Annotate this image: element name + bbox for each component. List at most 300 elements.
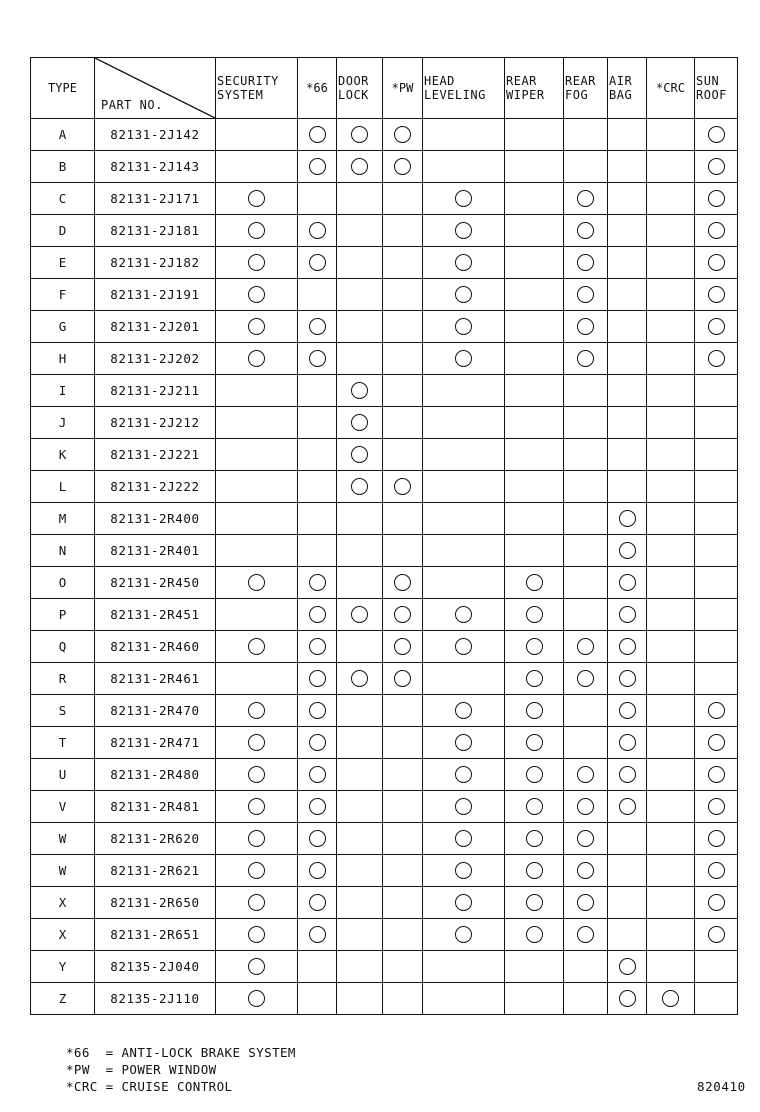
feature-cell-fog [564, 759, 608, 791]
feature-cell-security [216, 439, 298, 471]
feature-cell-crc [647, 183, 695, 215]
feature-cell-roof [695, 471, 738, 503]
feature-cell-head [423, 151, 505, 183]
part-number-cell: 82131-2J221 [95, 439, 216, 471]
feature-cell-airbag [608, 727, 647, 759]
feature-cell-fog [564, 631, 608, 663]
feature-cell-fog [564, 439, 608, 471]
header-part-no-label: PART NO. [101, 98, 163, 112]
feature-cell-airbag [608, 791, 647, 823]
header-line: FOG [565, 88, 589, 102]
feature-cell-door [337, 215, 383, 247]
header-power-window [383, 58, 423, 119]
feature-cell-abs [298, 279, 337, 311]
type-cell: Q [31, 631, 95, 663]
applicable-circle-icon [708, 702, 725, 719]
feature-cell-abs [298, 951, 337, 983]
feature-cell-wiper [505, 599, 564, 631]
applicable-circle-icon [248, 318, 265, 335]
feature-cell-crc [647, 247, 695, 279]
feature-cell-security [216, 631, 298, 663]
feature-cell-airbag [608, 375, 647, 407]
applicable-circle-icon [309, 126, 326, 143]
feature-cell-door [337, 791, 383, 823]
applicable-circle-icon [455, 190, 472, 207]
feature-cell-security [216, 151, 298, 183]
feature-cell-roof [695, 599, 738, 631]
part-number-cell: 82131-2R620 [95, 823, 216, 855]
table-row [31, 631, 738, 663]
feature-cell-wiper [505, 631, 564, 663]
table-row [31, 567, 738, 599]
feature-cell-door [337, 631, 383, 663]
feature-cell-fog [564, 535, 608, 567]
feature-cell-head [423, 247, 505, 279]
feature-cell-pw [383, 183, 423, 215]
feature-cell-crc [647, 535, 695, 567]
part-number-cell: 82131-2R400 [95, 503, 216, 535]
feature-cell-fog [564, 407, 608, 439]
feature-cell-wiper [505, 279, 564, 311]
applicable-circle-icon [394, 606, 411, 623]
feature-cell-pw [383, 759, 423, 791]
table-row [31, 535, 738, 567]
feature-cell-fog [564, 599, 608, 631]
header-line: SYSTEM [217, 88, 264, 102]
feature-cell-fog [564, 919, 608, 951]
type-cell: J [31, 407, 95, 439]
applicable-circle-icon [577, 222, 594, 239]
applicable-circle-icon [309, 318, 326, 335]
feature-cell-airbag [608, 343, 647, 375]
footnote-cruise-control: *CRC = CRUISE CONTROL [66, 1079, 233, 1094]
parts-table [30, 57, 738, 1015]
applicable-circle-icon [455, 254, 472, 271]
feature-cell-roof [695, 631, 738, 663]
feature-cell-wiper [505, 727, 564, 759]
header-part-no [95, 58, 216, 119]
feature-cell-pw [383, 343, 423, 375]
feature-cell-wiper [505, 407, 564, 439]
applicable-circle-icon [248, 766, 265, 783]
part-number-cell: 82131-2R651 [95, 919, 216, 951]
feature-cell-door [337, 887, 383, 919]
feature-cell-fog [564, 855, 608, 887]
applicable-circle-icon [309, 254, 326, 271]
feature-cell-pw [383, 215, 423, 247]
feature-cell-pw [383, 119, 423, 151]
applicable-circle-icon [708, 126, 725, 143]
feature-cell-roof [695, 695, 738, 727]
applicable-circle-icon [708, 894, 725, 911]
feature-cell-abs [298, 343, 337, 375]
applicable-circle-icon [309, 734, 326, 751]
feature-cell-wiper [505, 855, 564, 887]
type-cell: Z [31, 983, 95, 1015]
applicable-circle-icon [309, 158, 326, 175]
feature-cell-crc [647, 215, 695, 247]
feature-cell-door [337, 663, 383, 695]
applicable-circle-icon [577, 798, 594, 815]
feature-cell-security [216, 183, 298, 215]
applicable-circle-icon [455, 318, 472, 335]
feature-cell-roof [695, 215, 738, 247]
feature-cell-fog [564, 471, 608, 503]
type-cell: B [31, 151, 95, 183]
type-cell: X [31, 919, 95, 951]
feature-cell-door [337, 247, 383, 279]
feature-cell-fog [564, 567, 608, 599]
header-abs [298, 58, 337, 119]
applicable-circle-icon [455, 798, 472, 815]
feature-cell-roof [695, 375, 738, 407]
type-cell: C [31, 183, 95, 215]
feature-cell-head [423, 311, 505, 343]
feature-cell-wiper [505, 503, 564, 535]
feature-cell-head [423, 535, 505, 567]
applicable-circle-icon [394, 670, 411, 687]
feature-cell-security [216, 119, 298, 151]
applicable-circle-icon [619, 638, 636, 655]
applicable-circle-icon [455, 734, 472, 751]
applicable-circle-icon [309, 926, 326, 943]
header-line: AIR [609, 74, 633, 88]
header-rear-wiper [505, 58, 564, 119]
header-type-label: TYPE [48, 81, 77, 95]
applicable-circle-icon [619, 702, 636, 719]
feature-cell-abs [298, 759, 337, 791]
feature-cell-roof [695, 951, 738, 983]
type-cell: P [31, 599, 95, 631]
feature-cell-airbag [608, 663, 647, 695]
feature-cell-abs [298, 855, 337, 887]
feature-cell-abs [298, 599, 337, 631]
applicable-circle-icon [309, 638, 326, 655]
header-rear-fog [564, 58, 608, 119]
type-cell: K [31, 439, 95, 471]
applicable-circle-icon [455, 926, 472, 943]
feature-cell-crc [647, 151, 695, 183]
applicable-circle-icon [248, 574, 265, 591]
feature-cell-head [423, 375, 505, 407]
type-cell: F [31, 279, 95, 311]
applicable-circle-icon [708, 286, 725, 303]
applicable-circle-icon [526, 862, 543, 879]
type-cell: M [31, 503, 95, 535]
feature-cell-security [216, 983, 298, 1015]
feature-cell-security [216, 855, 298, 887]
feature-cell-door [337, 535, 383, 567]
applicable-circle-icon [248, 926, 265, 943]
applicable-circle-icon [577, 190, 594, 207]
header-line: *PW [391, 81, 414, 95]
applicable-circle-icon [662, 990, 679, 1007]
type-cell: Y [31, 951, 95, 983]
applicable-circle-icon [577, 830, 594, 847]
feature-cell-wiper [505, 535, 564, 567]
feature-cell-door [337, 375, 383, 407]
feature-cell-crc [647, 311, 695, 343]
feature-cell-airbag [608, 951, 647, 983]
applicable-circle-icon [309, 862, 326, 879]
applicable-circle-icon [248, 350, 265, 367]
feature-cell-fog [564, 791, 608, 823]
table-row [31, 727, 738, 759]
part-number-cell: 82135-2J110 [95, 983, 216, 1015]
feature-cell-pw [383, 823, 423, 855]
applicable-circle-icon [309, 606, 326, 623]
applicable-circle-icon [351, 478, 368, 495]
feature-cell-door [337, 119, 383, 151]
feature-cell-airbag [608, 855, 647, 887]
feature-cell-security [216, 727, 298, 759]
feature-cell-door [337, 855, 383, 887]
feature-cell-wiper [505, 247, 564, 279]
feature-cell-roof [695, 183, 738, 215]
feature-cell-fog [564, 983, 608, 1015]
feature-cell-airbag [608, 215, 647, 247]
feature-cell-head [423, 279, 505, 311]
feature-cell-abs [298, 919, 337, 951]
feature-cell-roof [695, 983, 738, 1015]
feature-cell-crc [647, 855, 695, 887]
feature-cell-fog [564, 663, 608, 695]
applicable-circle-icon [708, 350, 725, 367]
header-head-leveling [423, 58, 505, 119]
feature-cell-roof [695, 407, 738, 439]
applicable-circle-icon [248, 958, 265, 975]
feature-cell-roof [695, 279, 738, 311]
feature-cell-wiper [505, 183, 564, 215]
header-sun-roof [695, 58, 738, 119]
feature-cell-security [216, 503, 298, 535]
feature-cell-pw [383, 951, 423, 983]
feature-cell-crc [647, 119, 695, 151]
part-number-cell: 82131-2J143 [95, 151, 216, 183]
feature-cell-head [423, 695, 505, 727]
applicable-circle-icon [708, 926, 725, 943]
table-row [31, 663, 738, 695]
feature-cell-security [216, 535, 298, 567]
applicable-circle-icon [394, 158, 411, 175]
feature-cell-door [337, 311, 383, 343]
part-number-cell: 82131-2J142 [95, 119, 216, 151]
feature-cell-wiper [505, 695, 564, 727]
applicable-circle-icon [351, 126, 368, 143]
feature-cell-airbag [608, 311, 647, 343]
feature-cell-abs [298, 503, 337, 535]
feature-cell-head [423, 887, 505, 919]
feature-cell-airbag [608, 983, 647, 1015]
applicable-circle-icon [351, 446, 368, 463]
part-number-cell: 82131-2R461 [95, 663, 216, 695]
feature-cell-wiper [505, 311, 564, 343]
feature-cell-roof [695, 119, 738, 151]
feature-cell-head [423, 983, 505, 1015]
table-row [31, 439, 738, 471]
feature-cell-roof [695, 663, 738, 695]
feature-cell-roof [695, 919, 738, 951]
applicable-circle-icon [309, 766, 326, 783]
table-row [31, 343, 738, 375]
feature-cell-abs [298, 727, 337, 759]
feature-cell-pw [383, 503, 423, 535]
feature-cell-pw [383, 663, 423, 695]
feature-cell-pw [383, 855, 423, 887]
feature-cell-fog [564, 215, 608, 247]
feature-cell-airbag [608, 183, 647, 215]
feature-cell-crc [647, 887, 695, 919]
feature-cell-crc [647, 791, 695, 823]
feature-cell-fog [564, 503, 608, 535]
part-number-cell: 82131-2J201 [95, 311, 216, 343]
feature-cell-pw [383, 311, 423, 343]
feature-cell-head [423, 919, 505, 951]
feature-cell-abs [298, 311, 337, 343]
feature-cell-pw [383, 279, 423, 311]
applicable-circle-icon [351, 670, 368, 687]
part-number-cell: 82131-2R650 [95, 887, 216, 919]
feature-cell-head [423, 855, 505, 887]
type-cell: O [31, 567, 95, 599]
part-number-cell: 82131-2R450 [95, 567, 216, 599]
feature-cell-abs [298, 375, 337, 407]
feature-cell-crc [647, 727, 695, 759]
part-number-cell: 82131-2R401 [95, 535, 216, 567]
table-row [31, 855, 738, 887]
applicable-circle-icon [455, 638, 472, 655]
feature-cell-crc [647, 279, 695, 311]
applicable-circle-icon [394, 126, 411, 143]
applicable-circle-icon [708, 862, 725, 879]
feature-cell-airbag [608, 119, 647, 151]
feature-cell-wiper [505, 343, 564, 375]
header-line: HEAD [424, 74, 455, 88]
feature-cell-crc [647, 599, 695, 631]
feature-cell-airbag [608, 599, 647, 631]
type-cell: X [31, 887, 95, 919]
feature-cell-crc [647, 919, 695, 951]
feature-cell-pw [383, 151, 423, 183]
feature-cell-pw [383, 919, 423, 951]
applicable-circle-icon [619, 606, 636, 623]
feature-cell-head [423, 567, 505, 599]
applicable-circle-icon [577, 318, 594, 335]
feature-cell-fog [564, 311, 608, 343]
feature-cell-security [216, 567, 298, 599]
applicable-circle-icon [526, 574, 543, 591]
feature-cell-airbag [608, 535, 647, 567]
feature-cell-roof [695, 343, 738, 375]
feature-cell-door [337, 567, 383, 599]
feature-cell-door [337, 183, 383, 215]
table-row [31, 887, 738, 919]
table-row [31, 695, 738, 727]
feature-cell-abs [298, 823, 337, 855]
feature-cell-pw [383, 439, 423, 471]
table-row [31, 759, 738, 791]
feature-cell-fog [564, 951, 608, 983]
applicable-circle-icon [455, 894, 472, 911]
applicable-circle-icon [351, 158, 368, 175]
feature-cell-door [337, 439, 383, 471]
applicable-circle-icon [309, 798, 326, 815]
header-line: WIPER [506, 88, 545, 102]
applicable-circle-icon [455, 702, 472, 719]
feature-cell-pw [383, 727, 423, 759]
part-number-cell: 82131-2J222 [95, 471, 216, 503]
feature-cell-roof [695, 823, 738, 855]
applicable-circle-icon [577, 766, 594, 783]
feature-cell-roof [695, 567, 738, 599]
applicable-circle-icon [248, 990, 265, 1007]
feature-cell-door [337, 343, 383, 375]
applicable-circle-icon [455, 766, 472, 783]
applicable-circle-icon [577, 350, 594, 367]
header-type [31, 58, 95, 119]
part-number-cell: 82131-2R481 [95, 791, 216, 823]
type-cell: S [31, 695, 95, 727]
feature-cell-security [216, 247, 298, 279]
applicable-circle-icon [619, 510, 636, 527]
feature-cell-roof [695, 439, 738, 471]
feature-cell-door [337, 727, 383, 759]
type-cell: D [31, 215, 95, 247]
feature-cell-pw [383, 375, 423, 407]
applicable-circle-icon [708, 734, 725, 751]
feature-cell-wiper [505, 823, 564, 855]
header-line: *66 [306, 81, 328, 95]
applicable-circle-icon [351, 606, 368, 623]
applicable-circle-icon [577, 670, 594, 687]
applicable-circle-icon [351, 382, 368, 399]
type-cell: L [31, 471, 95, 503]
feature-cell-airbag [608, 695, 647, 727]
feature-cell-door [337, 151, 383, 183]
applicable-circle-icon [248, 702, 265, 719]
applicable-circle-icon [394, 574, 411, 591]
applicable-circle-icon [526, 926, 543, 943]
header-cruise-control [647, 58, 695, 119]
feature-cell-crc [647, 823, 695, 855]
part-number-cell: 82131-2J191 [95, 279, 216, 311]
feature-cell-wiper [505, 151, 564, 183]
header-door-lock [337, 58, 383, 119]
header-line: REAR [506, 74, 537, 88]
feature-cell-wiper [505, 919, 564, 951]
table-row [31, 407, 738, 439]
applicable-circle-icon [309, 222, 326, 239]
feature-cell-fog [564, 727, 608, 759]
feature-cell-pw [383, 567, 423, 599]
applicable-circle-icon [708, 766, 725, 783]
feature-cell-pw [383, 631, 423, 663]
header-line: LEVELING [424, 88, 486, 102]
header-line: DOOR [338, 74, 369, 88]
table-row [31, 151, 738, 183]
feature-cell-fog [564, 375, 608, 407]
applicable-circle-icon [394, 478, 411, 495]
type-cell: W [31, 823, 95, 855]
applicable-circle-icon [248, 190, 265, 207]
type-cell: V [31, 791, 95, 823]
feature-cell-pw [383, 791, 423, 823]
table-row [31, 183, 738, 215]
applicable-circle-icon [619, 542, 636, 559]
table-row [31, 503, 738, 535]
feature-cell-crc [647, 439, 695, 471]
feature-cell-fog [564, 247, 608, 279]
